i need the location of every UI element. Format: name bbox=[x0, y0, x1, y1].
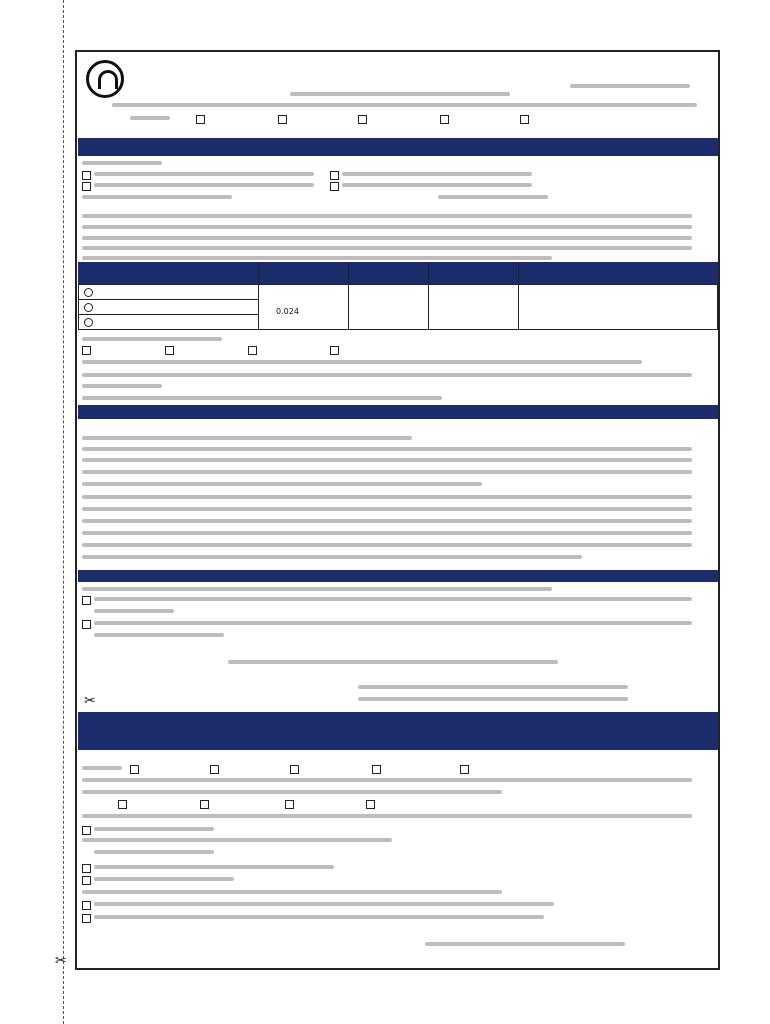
form-field-line bbox=[82, 236, 692, 240]
section-band bbox=[78, 138, 718, 156]
receipt-date-checkbox[interactable] bbox=[290, 765, 299, 774]
form-field-line bbox=[82, 814, 692, 818]
form-field-line bbox=[82, 384, 162, 388]
form-field-line bbox=[82, 436, 412, 440]
form-field-line bbox=[82, 337, 222, 341]
form-field-line bbox=[82, 447, 692, 451]
date-checkbox[interactable] bbox=[278, 115, 287, 124]
subscriber-type-checkbox[interactable] bbox=[330, 182, 339, 191]
form-field-line bbox=[342, 172, 532, 176]
form-field-line bbox=[94, 850, 214, 854]
form-field-line bbox=[82, 396, 442, 400]
table-divider bbox=[518, 262, 519, 330]
form-field-line bbox=[82, 790, 502, 794]
form-field-line bbox=[82, 195, 232, 199]
signature-line bbox=[358, 697, 628, 701]
form-field-line bbox=[82, 225, 692, 229]
form-field-line bbox=[82, 890, 502, 894]
receipt-date-checkbox[interactable] bbox=[460, 765, 469, 774]
subscription-table bbox=[78, 284, 718, 330]
section-band bbox=[78, 570, 718, 582]
form-field-line bbox=[94, 902, 554, 906]
receipt-payment-checkbox[interactable] bbox=[366, 800, 375, 809]
payment-method-checkbox[interactable] bbox=[82, 346, 91, 355]
scissors-icon: ✂ bbox=[55, 953, 67, 969]
form-field-line bbox=[82, 256, 552, 260]
table-header bbox=[78, 262, 718, 284]
header-desc-line bbox=[112, 103, 697, 107]
form-field-line bbox=[82, 214, 692, 218]
form-field-line bbox=[94, 827, 214, 831]
payment-method-checkbox[interactable] bbox=[330, 346, 339, 355]
receipt-option-checkbox[interactable] bbox=[82, 876, 91, 885]
form-field-line bbox=[82, 373, 692, 377]
refund-option-checkbox[interactable] bbox=[82, 596, 91, 605]
subscription-date-label bbox=[130, 116, 170, 120]
receipt-option-checkbox[interactable] bbox=[82, 901, 91, 910]
table-row-divider bbox=[78, 314, 258, 315]
form-field-line bbox=[82, 507, 692, 511]
refund-option-checkbox[interactable] bbox=[82, 620, 91, 629]
table-divider bbox=[258, 262, 259, 330]
payment-method-checkbox[interactable] bbox=[248, 346, 257, 355]
form-field-line bbox=[438, 195, 548, 199]
receipt-date-checkbox[interactable] bbox=[130, 765, 139, 774]
receipt-date-checkbox[interactable] bbox=[372, 765, 381, 774]
form-field-line bbox=[342, 183, 532, 187]
form-field-line bbox=[82, 470, 692, 474]
date-checkbox[interactable] bbox=[440, 115, 449, 124]
form-field-line bbox=[94, 865, 334, 869]
header-title-line bbox=[290, 92, 510, 96]
cut-line bbox=[63, 0, 64, 1024]
section-band bbox=[78, 405, 718, 419]
subscription-option-radio[interactable] bbox=[84, 303, 93, 312]
subscriber-type-checkbox[interactable] bbox=[330, 171, 339, 180]
form-field-line bbox=[82, 482, 482, 486]
payment-method-checkbox[interactable] bbox=[165, 346, 174, 355]
offering-price-value: 0.024 bbox=[276, 307, 299, 316]
receipt-option-checkbox[interactable] bbox=[82, 914, 91, 923]
form-field-line bbox=[94, 172, 314, 176]
form-field-line bbox=[82, 555, 582, 559]
form-field-line bbox=[82, 360, 642, 364]
date-checkbox[interactable] bbox=[520, 115, 529, 124]
form-field-line bbox=[82, 531, 692, 535]
subscription-option-radio[interactable] bbox=[84, 318, 93, 327]
form-field-line bbox=[82, 766, 122, 770]
subscriber-type-checkbox[interactable] bbox=[82, 171, 91, 180]
receipt-payment-checkbox[interactable] bbox=[118, 800, 127, 809]
form-field-line bbox=[82, 543, 692, 547]
form-field-line bbox=[94, 597, 692, 601]
signature-line bbox=[358, 685, 628, 689]
receipt-payment-checkbox[interactable] bbox=[200, 800, 209, 809]
receipt-option-checkbox[interactable] bbox=[82, 826, 91, 835]
officer-signature-line bbox=[425, 942, 625, 946]
form-field-line bbox=[94, 609, 174, 613]
receipt-payment-checkbox[interactable] bbox=[285, 800, 294, 809]
form-field-line bbox=[94, 183, 314, 187]
form-field-line bbox=[82, 587, 552, 591]
form-field-line bbox=[228, 660, 558, 664]
form-field-line bbox=[82, 458, 692, 462]
form-field-line bbox=[82, 838, 392, 842]
receipt-date-checkbox[interactable] bbox=[210, 765, 219, 774]
table-divider bbox=[428, 262, 429, 330]
subscriber-type-checkbox[interactable] bbox=[82, 182, 91, 191]
subscription-option-radio[interactable] bbox=[84, 288, 93, 297]
date-checkbox[interactable] bbox=[358, 115, 367, 124]
subscriber-type-label bbox=[82, 161, 162, 165]
scissors-icon: ✂ bbox=[84, 693, 96, 709]
date-checkbox[interactable] bbox=[196, 115, 205, 124]
company-logo bbox=[86, 60, 124, 98]
form-field-line bbox=[94, 621, 692, 625]
form-number-line bbox=[570, 84, 690, 88]
form-field-line bbox=[94, 633, 224, 637]
receipt-option-checkbox[interactable] bbox=[82, 864, 91, 873]
form-field-line bbox=[82, 495, 692, 499]
table-divider bbox=[348, 262, 349, 330]
form-field-line bbox=[82, 246, 692, 250]
receipt-band bbox=[78, 712, 718, 750]
form-field-line bbox=[94, 877, 234, 881]
form-field-line bbox=[82, 519, 692, 523]
form-field-line bbox=[94, 915, 544, 919]
form-field-line bbox=[82, 778, 692, 782]
table-row-divider bbox=[78, 299, 258, 300]
